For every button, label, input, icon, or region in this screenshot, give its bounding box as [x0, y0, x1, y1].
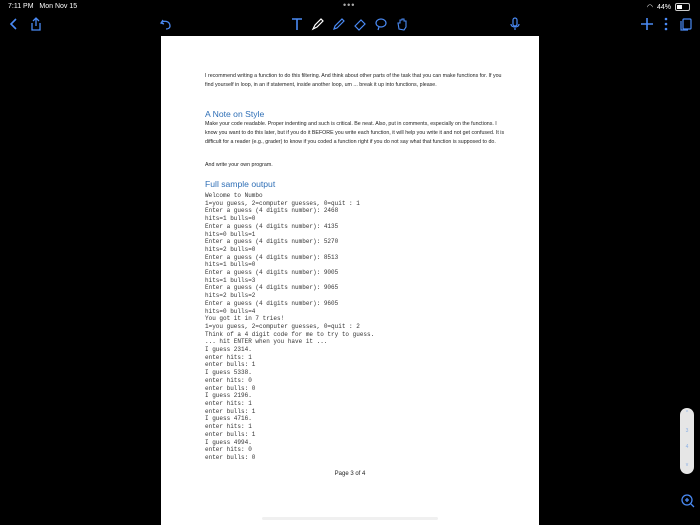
scroller-page-4[interactable]: 4 — [685, 444, 689, 450]
eraser-icon[interactable] — [350, 14, 370, 34]
highlighter-icon[interactable] — [329, 14, 349, 34]
heading-sample-output: Full sample output — [205, 179, 276, 189]
scroller-page-3[interactable]: 3 — [685, 428, 689, 434]
battery-icon — [675, 3, 690, 11]
app-toolbar — [0, 12, 700, 36]
battery-percent: 44% — [656, 3, 671, 11]
page-scroller[interactable] — [680, 408, 694, 474]
paragraph-style: Make your code readable. Proper indenting and such is critical. Be neat. Also, put in comments, especially on the functions. I know you want to do this later, but if you do it BEFORE you write each function, it will help you write it and not get confused. It is difficult for a reader (e.g., grader) to know if you coded a function right if you do not say what that function is supposed to do. — [205, 121, 505, 146]
share-icon[interactable] — [26, 14, 46, 34]
document-page[interactable] — [161, 36, 539, 525]
lasso-icon[interactable] — [371, 14, 391, 34]
add-icon[interactable] — [637, 14, 657, 34]
hand-icon[interactable] — [392, 14, 412, 34]
status-bar — [0, 0, 700, 12]
page-number: Page 3 of 4 — [334, 471, 366, 477]
more-icon[interactable] — [656, 14, 676, 34]
scroll-up-icon[interactable]: ^ — [685, 410, 689, 416]
pen-icon[interactable] — [308, 14, 328, 34]
heading-note-on-style: A Note on Style — [205, 109, 265, 119]
paragraph-own-program: And write your own program. — [205, 162, 273, 168]
status-indicators — [647, 3, 690, 11]
status-time: 7:11 PM Mon Nov 15 — [8, 3, 78, 10]
microphone-icon[interactable] — [505, 14, 525, 34]
multitasking-dots[interactable]: ••• — [343, 0, 356, 10]
back-icon[interactable] — [4, 14, 24, 34]
undo-icon[interactable] — [156, 14, 176, 34]
zoom-icon[interactable] — [680, 493, 696, 509]
scroll-down-icon[interactable]: v — [685, 462, 689, 468]
text-tool-icon[interactable] — [287, 14, 307, 34]
pages-icon[interactable] — [676, 14, 696, 34]
home-indicator[interactable] — [262, 517, 438, 520]
sample-output-code: Welcome to Numbo 1=you guess, 2=computer guesses, 0=quit : 1 Enter a guess (4 digits number): 2468 hits=1 bulls=0 Enter a guess (4 digits number): 4135 hits=0 bulls=1 Enter a guess (4 digits number): 5270 hits=2 bulls=0 Enter a guess (4 digits number): 8513 hits=1 bulls=0 Enter a guess (4 digits number): 9005 hits=1 bulls=3 Enter a guess (4 digits number): 9065 hits=2 bulls=2 Enter a guess (4 digits number): 9605 hits=0 bulls=4 You got it in 7 tries! 1=you guess, 2=computer guesses, 0=quit : 2 Think of a 4 digit code for me to try to guess. ... hit ENTER when you have it ... I guess 2314. enter hits: 1 enter bulls: 1 I guess 5338. enter hits: 0 enter bulls: 0 I guess 2196. enter hits: 1 enter bulls: 1 I guess 4716. enter hits: 1 enter bulls: 1 I guess 4994. enter hits: 0 enter bulls: 0 — [205, 192, 375, 461]
paragraph-functions: I recommend writing a function to do this filtering. And think about other parts of the task that you can make functions for. If you find yourself in loop, in an if statement, inside another loop, um ... break it up into functions, please. — [205, 73, 502, 89]
wifi-icon: ◠ — [646, 4, 653, 11]
